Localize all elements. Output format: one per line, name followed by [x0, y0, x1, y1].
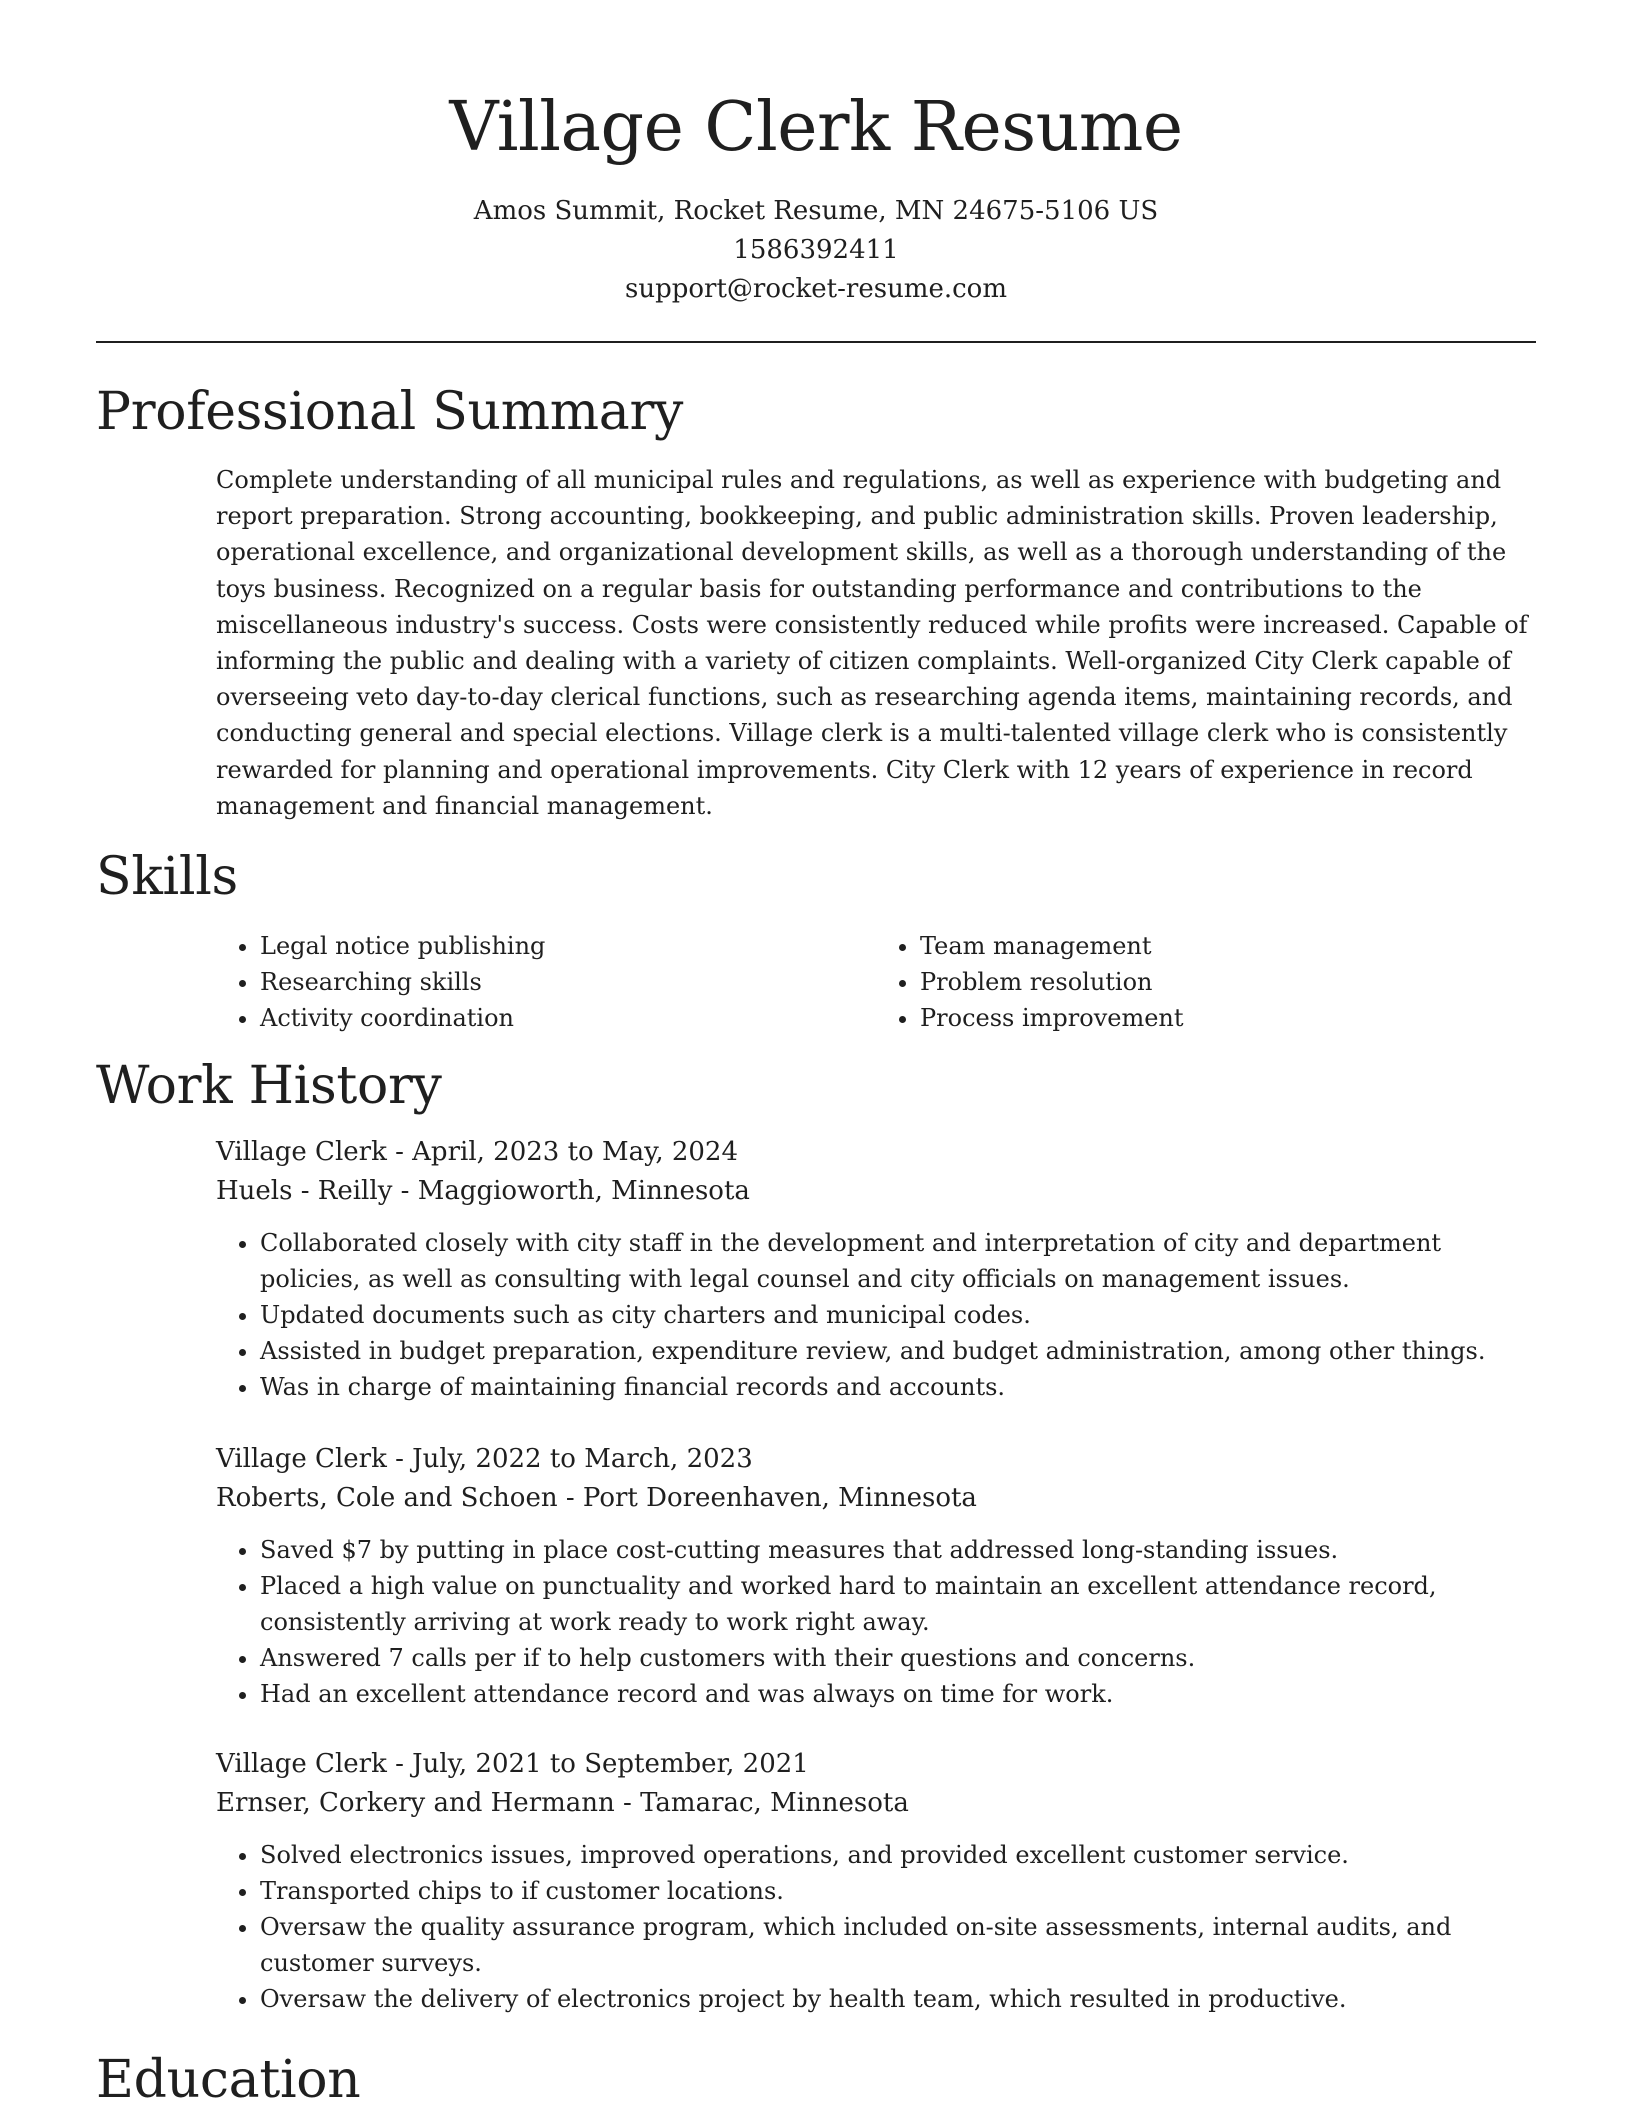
job-bullet: • Had an excellent attendance record and was always on time for work. — [260, 1676, 1541, 1712]
job-bullets — [216, 1532, 1541, 1712]
contact-email: support@rocket-resume.com — [624, 274, 1007, 304]
job-bullet: • Oversaw the delivery of electronics project by health team, which resulted in productive. — [260, 1981, 1541, 2017]
skills-column-left — [216, 928, 876, 1036]
skills-heading: Skills — [96, 847, 238, 907]
job-entry — [216, 1745, 1541, 2017]
skill-item: • Legal notice publishing — [260, 928, 876, 964]
contact-block — [96, 192, 1536, 309]
skill-item: • Team management — [920, 928, 1536, 964]
header-divider — [96, 341, 1536, 343]
job-bullet: • Oversaw the quality assurance program, which included on-site assessments, internal audits, and customer surveys. — [260, 1909, 1541, 1981]
job-bullets — [216, 1837, 1541, 2017]
job-title-line: Village Clerk - July, 2022 to March, 2023 — [216, 1444, 753, 1474]
skill-item: • Problem resolution — [920, 964, 1536, 1000]
skill-item: • Process improvement — [920, 1000, 1536, 1036]
education-heading: Education — [96, 2050, 361, 2110]
job-company-line: Ernser, Corkery and Hermann - Tamarac, Minnesota — [216, 1788, 909, 1818]
job-title-line: Village Clerk - April, 2023 to May, 2024 — [216, 1137, 739, 1167]
job-bullet: • Answered 7 calls per if to help customers with their questions and concerns. — [260, 1640, 1541, 1676]
job-bullet: • Was in charge of maintaining financial records and accounts. — [260, 1369, 1541, 1405]
job-bullet: • Saved $7 by putting in place cost-cutting measures that addressed long-standing issues. — [260, 1532, 1541, 1568]
job-entry — [216, 1440, 1541, 1712]
page-title: Village Clerk Resume — [449, 88, 1183, 167]
summary-heading: Professional Summary — [96, 382, 684, 442]
work-history-heading: Work History — [96, 1056, 442, 1116]
summary-text: Complete understanding of all municipal rules and regulations, as well as experience with budgeting and report preparation. Strong accounting, bookkeeping, and public administration skills. Proven leadership, operational excellence, and organizational development skills, as well as a thorough understanding of the toys business. Recognized on a regular basis for outstanding performance and contributions to the miscellaneous industry's success. Costs were consistently reduced while profits were increased. Capable of informing the public and dealing with a variety of citizen complaints. Well-organized City Clerk capable of overseeing veto day-to-day clerical functions, such as researching agenda items, maintaining records, and conducting general and special elections. Village clerk is a multi-talented village clerk who is consistently rewarded for planning and operational improvements. City Clerk with 12 years of experience in record management and financial management. — [216, 466, 1528, 820]
job-bullet: • Assisted in budget preparation, expenditure review, and budget administration, among other things. — [260, 1333, 1541, 1369]
job-bullet: • Transported chips to if customer locations. — [260, 1873, 1541, 1909]
job-title-line: Village Clerk - July, 2021 to September, 2021 — [216, 1749, 809, 1779]
job-bullet: • Solved electronics issues, improved operations, and provided excellent customer service. — [260, 1837, 1541, 1873]
job-company-line: Roberts, Cole and Schoen - Port Doreenhaven, Minnesota — [216, 1483, 977, 1513]
skills-column-right — [876, 928, 1536, 1036]
contact-address: Amos Summit, Rocket Resume, MN 24675-5106 US — [473, 196, 1159, 226]
job-company-line: Huels - Reilly - Maggioworth, Minnesota — [216, 1176, 750, 1206]
contact-phone: 1586392411 — [733, 235, 899, 265]
job-bullet: • Placed a high value on punctuality and worked hard to maintain an excellent attendance record, consistently arriving at work ready to work right away. — [260, 1568, 1541, 1640]
job-entry — [216, 1133, 1541, 1405]
job-bullets — [216, 1225, 1541, 1405]
skill-item: • Activity coordination — [260, 1000, 876, 1036]
skill-item: • Researching skills — [260, 964, 876, 1000]
job-bullet: • Updated documents such as city charters and municipal codes. — [260, 1297, 1541, 1333]
skills-list — [216, 928, 1536, 1036]
job-bullet: • Collaborated closely with city staff in the development and interpretation of city and department policies, as well as consulting with legal counsel and city officials on management issues. — [260, 1225, 1541, 1297]
